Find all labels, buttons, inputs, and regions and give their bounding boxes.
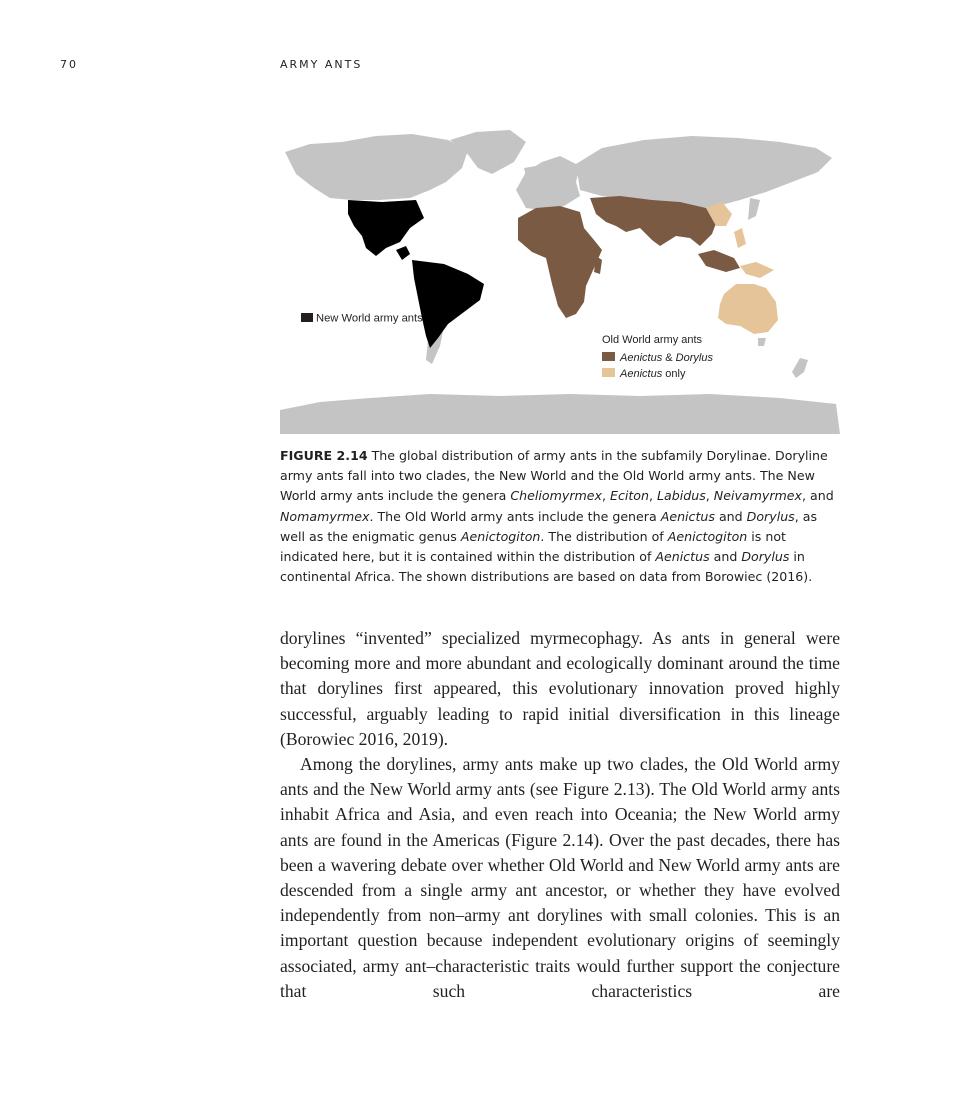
world-distribution-map: [280, 128, 840, 440]
legend-aenictus-swatch: [602, 368, 615, 377]
legend-both-genus1: Aenictus: [620, 352, 663, 364]
japan-land: [748, 198, 760, 220]
philippines-range: [734, 228, 746, 248]
legend-both-swatch: [602, 352, 615, 361]
south-america-range: [412, 260, 484, 348]
caption-text-3: and: [714, 508, 747, 524]
legend-old-world-title: Old World army ants: [602, 334, 703, 346]
north-america-land: [285, 134, 468, 200]
caption-text-6: is not indicated here, but it is contained within the distribution of: [280, 528, 786, 565]
figure-label: FIGURE 2.14: [280, 448, 368, 463]
new-zealand-land: [792, 358, 808, 378]
legend-new-world: [301, 313, 423, 325]
legend-aenictus-suffix: only: [662, 368, 686, 380]
body-text: [280, 626, 840, 1004]
caption-sep: ,: [649, 488, 658, 504]
legend-new-world-label: New World army ants: [316, 312, 423, 325]
caption-text-7: and: [709, 549, 742, 565]
caribbean-range: [396, 246, 410, 260]
caption-text-2: . The Old World army ants include the genera: [369, 508, 661, 524]
legend-both-amp: &: [662, 352, 676, 364]
caption-sep: , and: [802, 488, 834, 504]
caption-text-4: , as well as the enigmatic genus: [280, 508, 818, 544]
book-title: ARMY ANTS: [280, 58, 363, 71]
genus-aenictus: Aenictus: [655, 549, 710, 565]
caption-text-1: The global distribution of army ants in the subfamily Dorylinae. Doryline army ants fall into two clades, the New World and the Old World army ants. The New World army ants include the genera: [280, 448, 828, 504]
body-paragraph-1: dorylines “invented” specialized myrmecophagy. As ants in general were becoming more and more abundant and ecologically dominant around the time that dorylines first appeared, this evolutionary innovation proved highly successful, arguably leading to rapid initial diversification in this lineage (Borowiec 2016, 2019).: [280, 628, 840, 749]
caption-sep: ,: [705, 488, 714, 504]
europe-land: [516, 156, 580, 210]
genus-labidus: Labidus: [657, 488, 706, 504]
old-world-both-range: [518, 196, 740, 318]
genus-aenictogiton: Aenictogiton: [460, 528, 541, 544]
new-world-range: [348, 200, 484, 348]
page-number: 70: [60, 58, 78, 71]
legend-old-world: [602, 334, 713, 380]
running-head: [0, 58, 960, 74]
genus-eciton: Eciton: [609, 488, 649, 504]
genus-neivamyrmex: Neivamyrmex: [713, 488, 803, 504]
figure-caption: [280, 446, 842, 587]
caption-sep: ,: [601, 488, 610, 504]
antarctica-land: [280, 394, 840, 434]
australia-range: [718, 284, 778, 334]
genus-nomamyrmex: Nomamyrmex: [280, 508, 370, 524]
legend-new-world-swatch: [301, 313, 313, 322]
legend-aenictus-genus: Aenictus: [620, 368, 663, 380]
tasmania-land: [758, 338, 766, 346]
genus-aenictus: Aenictus: [660, 508, 715, 524]
genus-dorylus: Dorylus: [746, 508, 795, 524]
caption-text-8: in continental Africa. The shown distributions are based on data from Borowiec (2016).: [280, 549, 813, 585]
sunda-islands-range: [698, 250, 740, 272]
body-paragraph-2: Among the dorylines, army ants make up two clades, the Old World army ants and the New World army ants (see Figure 2.13). The Old World army ants inhabit Africa and Asia, and even reach into Oceania; the New World army ants are found in the Americas (Figure 2.14). Over the past decades, there has been a wavering debate over whether Old World and New World army ants are descended from a single army ant ancestor, or whether they have evolved independently from non–army ant dorylines with small colonies. This is an important question because independent evolutionary origins of seemingly associated, army ant–characteristic traits would further support the conjecture that such characteristics are: [280, 754, 840, 1001]
caption-text-5: . The distribution of: [540, 528, 668, 544]
genus-aenictogiton: Aenictogiton: [667, 528, 748, 544]
genus-cheliomyrmex: Cheliomyrmex: [510, 488, 602, 504]
legend-both-label: [619, 352, 713, 364]
north-central-america-range: [348, 200, 424, 256]
new-guinea-range: [740, 262, 774, 278]
legend-aenictus-label: [619, 368, 686, 380]
map-svg: [280, 128, 840, 440]
legend-both-genus2: Dorylus: [675, 352, 713, 364]
genus-dorylus: Dorylus: [741, 549, 790, 565]
africa-range: [518, 206, 602, 318]
